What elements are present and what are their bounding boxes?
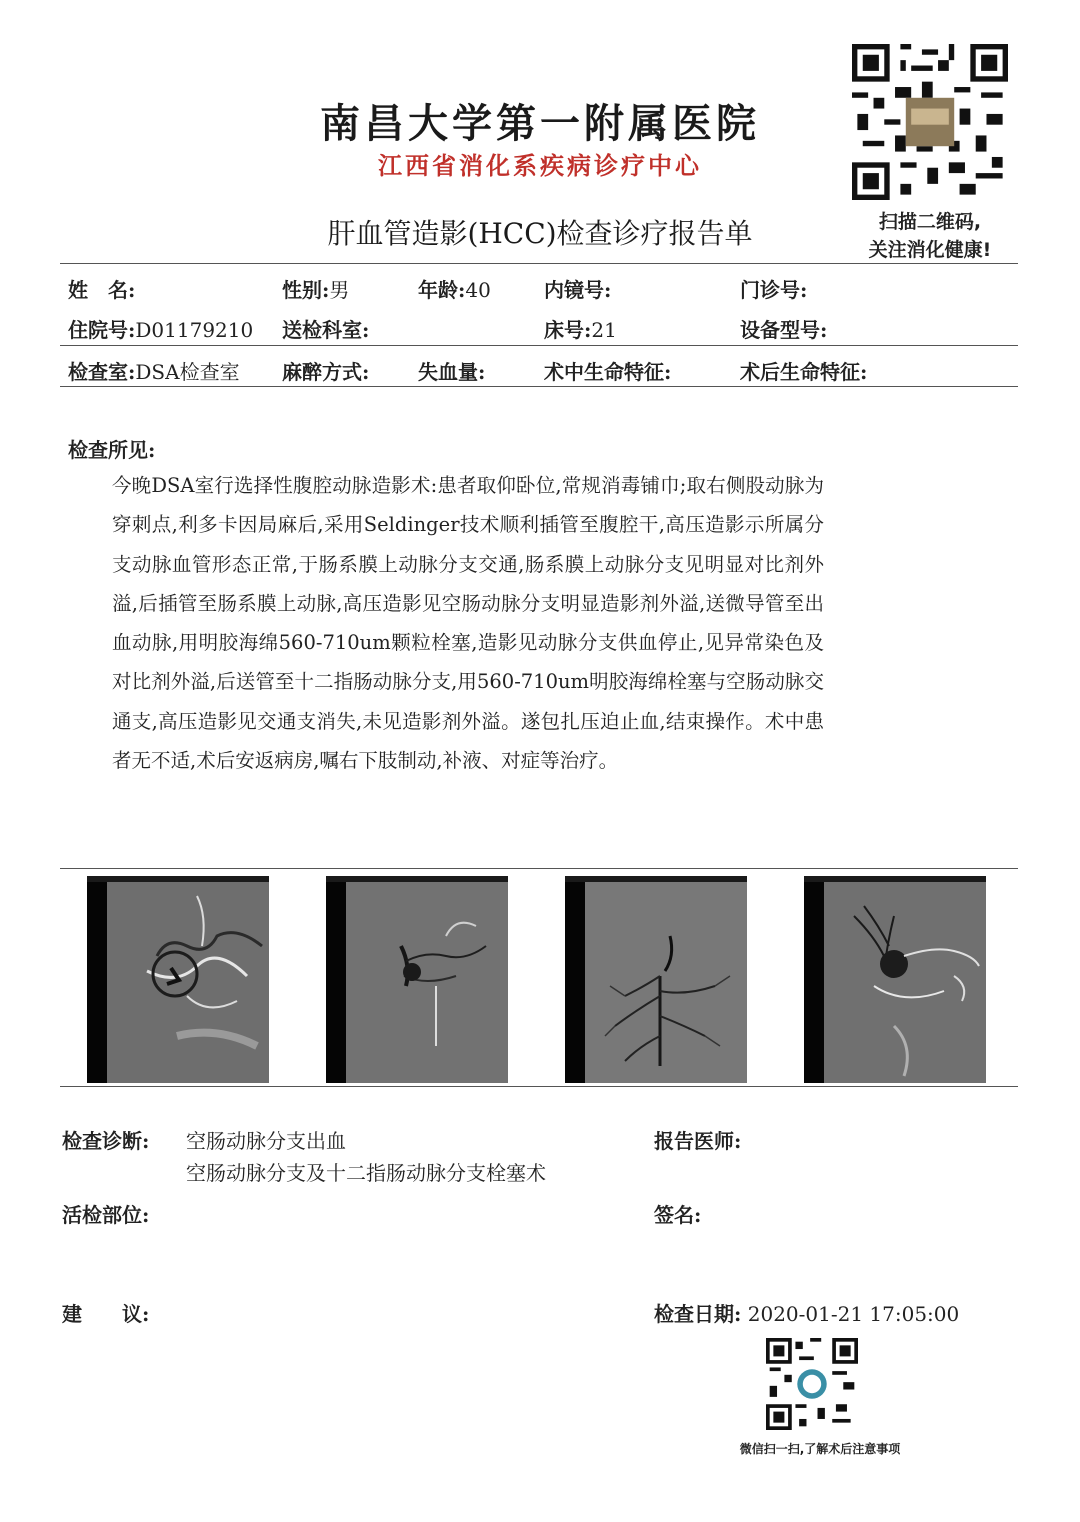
inpatient-no-label: 住院号:	[68, 318, 136, 342]
divider	[60, 1086, 1018, 1087]
inpatient-no-field	[68, 314, 253, 343]
age-label: 年龄:	[418, 278, 466, 302]
qr-caption-line1: 扫描二维码,	[878, 211, 982, 233]
intra-vitals-field	[544, 356, 671, 385]
center-name: 江西省消化系疾病诊疗中心	[378, 151, 702, 180]
divider	[60, 868, 1018, 869]
room-label: 检查室:	[68, 360, 136, 384]
room-field	[68, 356, 240, 385]
blood-loss-label: 失血量:	[418, 360, 486, 384]
anesthesia-label: 麻醉方式:	[282, 360, 370, 384]
endoscopy-no-label: 内镜号:	[544, 278, 612, 302]
sex-field	[282, 274, 349, 303]
room-value: DSA检查室	[135, 360, 240, 384]
diagnosis-line-1: 空肠动脉分支出血	[186, 1129, 346, 1153]
outpatient-no-label: 门诊号:	[740, 278, 808, 302]
device-label: 设备型号:	[740, 318, 828, 342]
outpatient-no-field	[740, 274, 807, 303]
intra-vitals-label: 术中生命特征:	[544, 360, 672, 384]
bed-field	[544, 314, 617, 343]
inpatient-no-value: D01179210	[135, 318, 254, 342]
blood-loss-field	[418, 356, 485, 385]
name-field	[68, 274, 135, 303]
divider	[60, 345, 1018, 346]
exam-date-field	[654, 1298, 959, 1327]
diagnosis-line-2: 空肠动脉分支及十二指肠动脉分支栓塞术	[186, 1161, 546, 1185]
anesthesia-field	[282, 356, 369, 385]
divider	[60, 386, 1018, 387]
post-vitals-field	[740, 356, 867, 385]
angiography-image	[326, 876, 508, 1083]
angiography-image	[565, 876, 747, 1083]
qr-caption	[830, 208, 1030, 264]
diagnosis-label: 检查诊断:	[62, 1129, 150, 1153]
hospital-name: 南昌大学第一附属医院	[320, 100, 760, 147]
angiography-image-strip	[60, 870, 1018, 1086]
bed-value: 21	[591, 318, 617, 342]
dept-label: 送检科室:	[282, 318, 370, 342]
bed-label: 床号:	[544, 318, 592, 342]
name-label: 姓 名:	[68, 278, 136, 302]
exam-date-value: 2020-01-21 17:05:00	[747, 1302, 960, 1326]
qr-code-top[interactable]	[852, 44, 1008, 200]
qr-code-bottom[interactable]	[766, 1338, 858, 1430]
angiography-image	[804, 876, 986, 1083]
device-field	[740, 314, 827, 343]
divider	[60, 263, 1018, 264]
sex-label: 性别:	[282, 278, 330, 302]
endoscopy-no-field	[544, 274, 611, 303]
signature-label: 签名:	[654, 1203, 702, 1227]
exam-date-label: 检查日期:	[654, 1302, 742, 1326]
findings-text: 今晚DSA室行选择性腹腔动脉造影术:患者取仰卧位,常规消毒铺巾;取右侧股动脉为穿刺点,利多卡因局麻后,采用Seldinger技术顺利插管至腹腔干,高压造影示所属分支动脉血管形态正常,于肠系膜上动脉分支交通,肠系膜上动脉分支见明显对比剂外溢,后插管至肠系膜上动脉,高压造影见空肠动脉分支明显造影剂外溢,送微导管至出血动脉,用明胶海绵560-710um颗粒栓塞,造影见动脉分支供血停止,见异常染色及对比剂外溢,后送管至十二指肠动脉分支,用560-710um明胶海绵栓塞与空肠动脉交通支,高压造影见交通支消失,未见造影剂外溢。遂包扎压迫止血,结束操作。术中患者无不适,术后安返病房,嘱右下肢制动,补液、对症等治疗。	[112, 474, 824, 773]
qr-caption-line2: 关注消化健康!	[868, 239, 992, 261]
dept-field	[282, 314, 369, 343]
qr-bottom-caption: 微信扫一扫,了解术后注意事项	[739, 1442, 901, 1456]
age-field	[418, 274, 491, 303]
sex-value: 男	[329, 278, 350, 302]
findings-label: 检查所见:	[68, 438, 156, 462]
biopsy-label: 活检部位:	[62, 1203, 150, 1227]
post-vitals-label: 术后生命特征:	[740, 360, 868, 384]
report-title: 肝血管造影(HCC)检查诊疗报告单	[327, 217, 753, 250]
doctor-label: 报告医师:	[654, 1129, 742, 1153]
angiography-image	[87, 876, 269, 1083]
advice-label: 建 议:	[62, 1302, 150, 1326]
age-value: 40	[465, 278, 491, 302]
